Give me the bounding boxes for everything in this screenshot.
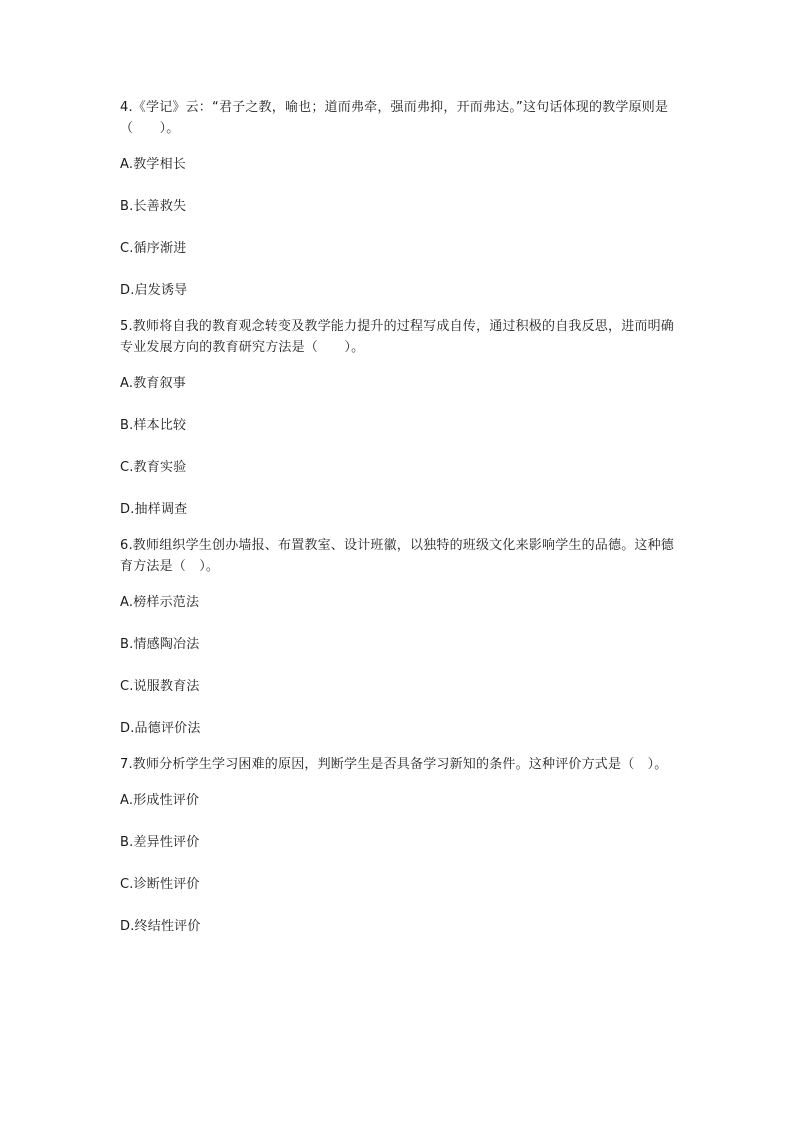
question-4: [120, 97, 676, 301]
option-c: C.说服教育法: [120, 679, 200, 694]
option-b: B.样本比较: [120, 418, 187, 433]
option-c: C.诊断性评价: [120, 877, 200, 892]
option-a: A.教育叙事: [120, 376, 186, 391]
option-b: B.情感陶冶法: [120, 637, 200, 652]
option-a: A.榜样示范法: [120, 595, 200, 610]
option-b: B.差异性评价: [120, 835, 200, 850]
option-c: C.教育实验: [120, 460, 187, 475]
option-d: D.品德评价法: [120, 721, 201, 736]
question-text: 4.《学记》云：“君子之教，喻也；道而弗牵，强而弗抑，开而弗达。”这句话体现的教学原则是（ ）。: [120, 100, 669, 136]
question-text: 7.教师分析学生学习困难的原因，判断学生是否具备学习新知的条件。这种评价方式是（ ）。: [120, 757, 668, 772]
question-6: [120, 535, 676, 739]
document-page: [120, 97, 676, 952]
option-a: A.教学相长: [120, 157, 186, 172]
option-d: D.终结性评价: [120, 919, 201, 934]
question-5: [120, 316, 676, 520]
option-a: A.形成性评价: [120, 793, 200, 808]
question-7: [120, 754, 676, 937]
option-b: B.长善救失: [120, 199, 187, 214]
option-d: D.抽样调查: [120, 502, 188, 517]
question-text: 5.教师将自我的教育观念转变及教学能力提升的过程写成自传，通过积极的自我反思，进而明确专业发展方向的教育研究方法是（ ）。: [120, 319, 675, 355]
option-c: C.循序渐进: [120, 241, 187, 256]
question-text: 6.教师组织学生创办墙报、布置教室、设计班徽，以独特的班级文化来影响学生的品德。这种德育方法是（ ）。: [120, 538, 675, 574]
option-d: D.启发诱导: [120, 283, 188, 298]
